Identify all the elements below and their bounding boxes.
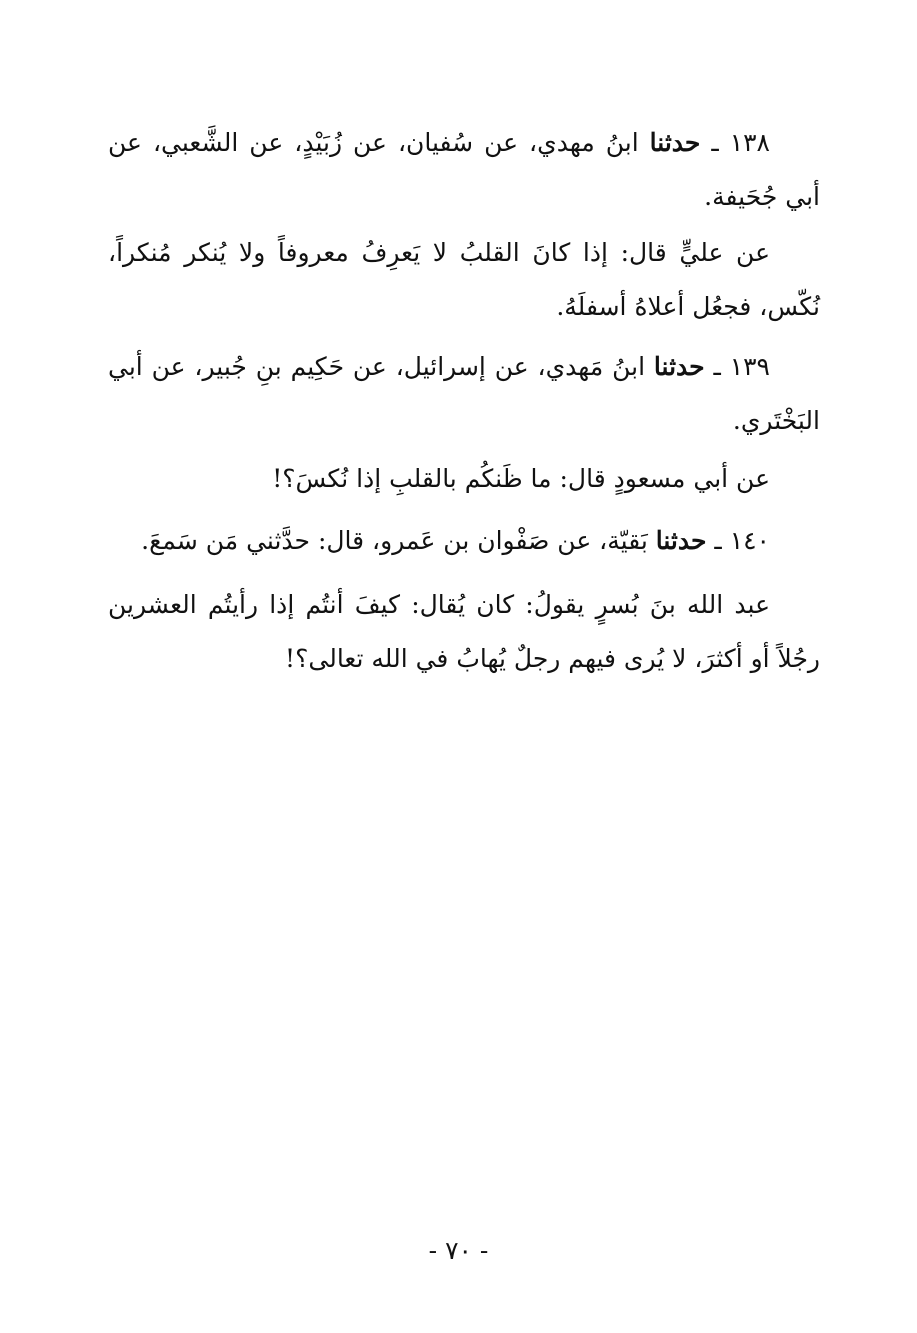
keyword-haddathana: حدثنا bbox=[649, 128, 701, 157]
matn-paragraph-140 bbox=[108, 578, 820, 686]
matn-paragraph-138 bbox=[108, 226, 820, 334]
matn-paragraph-139 bbox=[108, 452, 820, 506]
keyword-haddathana: حدثنا bbox=[655, 526, 707, 555]
hadith-entry-138 bbox=[108, 116, 820, 224]
isnad-paragraph bbox=[108, 514, 820, 568]
matn-text: عن عليٍّ قال: إذا كانَ القلبُ لا يَعرِفُ معروفاً ولا يُنكر مُنكراً، نُكّس، فجعُل أعلاهُ أسفلَهُ. bbox=[108, 238, 820, 321]
hadith-number: ١٣٨ bbox=[729, 128, 770, 157]
hadith-number: ١٤٠ bbox=[729, 526, 770, 555]
dash: ـ bbox=[711, 128, 719, 157]
keyword-haddathana: حدثنا bbox=[653, 352, 705, 381]
matn-text: عبد الله بنَ بُسرٍ يقولُ: كان يُقال: كيفَ أنتُم إذا رأيتُم العشرين رجُلاً أو أكثرَ، لا يُرى فيهم رجلٌ يُهابُ في الله تعالى؟! bbox=[108, 590, 820, 673]
isnad-paragraph bbox=[108, 116, 820, 224]
isnad-text: ابنُ مَهدي، عن إسرائيل، عن حَكِيم بنِ جُبير، عن أبي البَخْتَري. bbox=[108, 352, 820, 435]
isnad-text: بَقيّة، عن صَفْوان بن عَمرو، قال: حدَّثني مَن سَمعَ. bbox=[141, 526, 648, 555]
page-number: - ٧٠ - bbox=[428, 1236, 489, 1265]
dash: ـ bbox=[714, 526, 722, 555]
isnad-text: ابنُ مهدي، عن سُفيان، عن زُبَيْدٍ، عن الشَّعبي، عن أبي جُحَيفة. bbox=[108, 128, 820, 211]
isnad-paragraph bbox=[108, 340, 820, 448]
dash: ـ bbox=[713, 352, 721, 381]
hadith-entry-139 bbox=[108, 340, 820, 448]
hadith-entry-140 bbox=[108, 514, 820, 568]
matn-text: عن أبي مسعودٍ قال: ما ظَنكُم بالقلبِ إذا نُكسَ؟! bbox=[272, 464, 770, 493]
hadith-number: ١٣٩ bbox=[729, 352, 770, 381]
